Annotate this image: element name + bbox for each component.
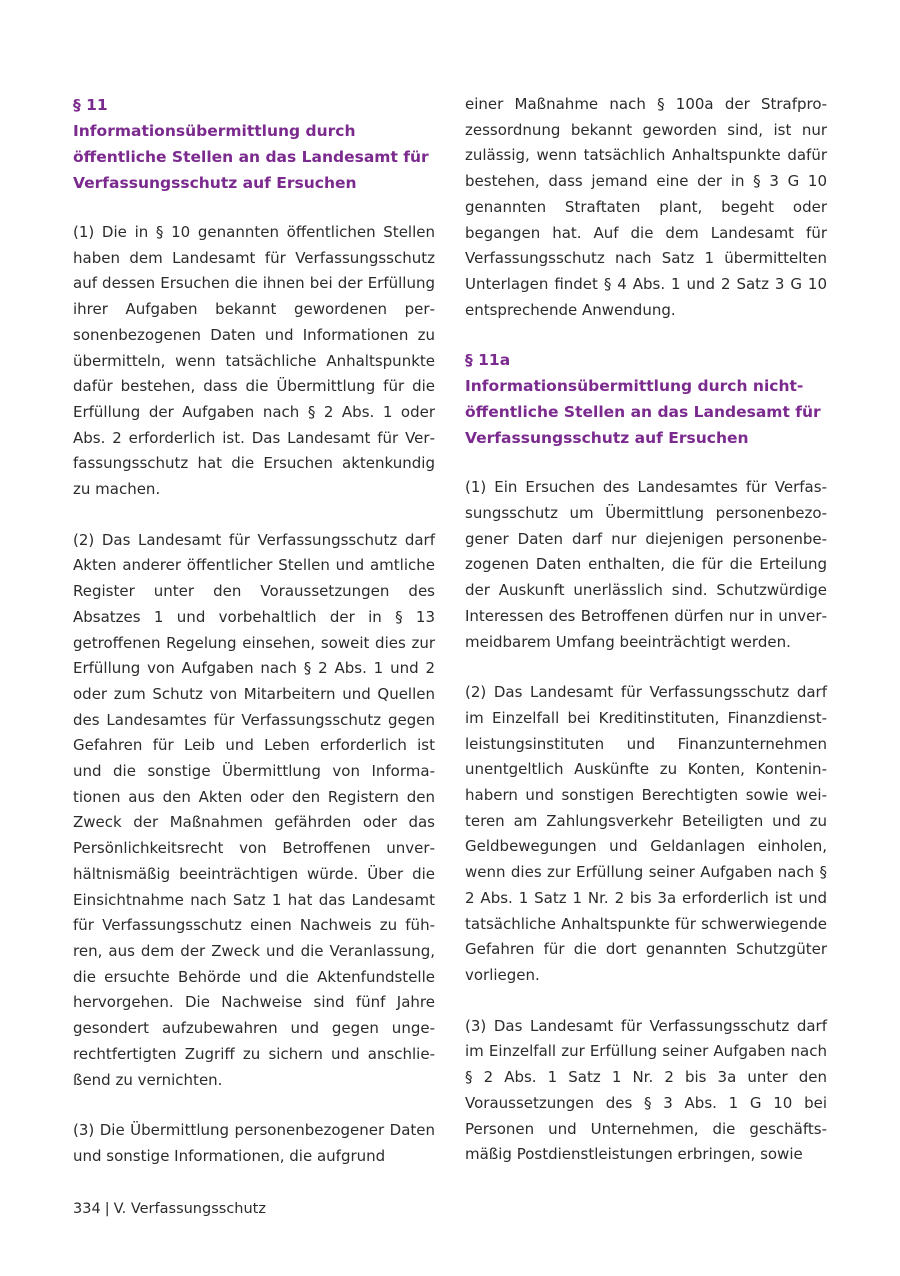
paragraph-3: (3) Das Landesamt für Verfassungsschutz darf im Einzelfall zur Erfüllung seiner Aufgaben nach § 2 Abs. 1 Satz 1 Nr. 2 bis 3a unter den Voraussetzungen des § 3 Abs. 1 G 10 bei Personen und Unternehmen, die geschäftsmäßig Postdienstleistungen erbringen, sowie <box>465 1016 827 1164</box>
right-column <box>465 92 827 1193</box>
paragraph-1: (1) Die in § 10 genannten öffentlichen Stellen haben dem Landesamt für Verfassungsschutz auf dessen Ersuchen die ihnen bei der Erfüllung ihrer Aufgaben bekannt gewordenen personenbezogenen Daten und Informationen zu übermitteln, wenn tatsächliche Anhaltspunkte dafür bestehen, dass die Übermittlung für die Erfüllung der Aufgaben nach § 2 Abs. 1 oder Abs. 2 erforderlich ist. Das Landesamt für Verfassungsschutz hat die Ersuchen aktenkundig zu machen. <box>73 223 435 499</box>
page-number: 334 <box>73 1201 101 1217</box>
paragraph-2: (2) Das Landesamt für Verfassungsschutz darf im Einzelfall bei Kreditinstituten, Finanzdienstleistungsinstituten und Finanzunternehmen unentgeltlich Auskünfte zu Konten, Konteninhabern und sonstigen Berechtigten sowie weiteren am Zahlungsverkehr Beteiligten und zu Geldbewegungen und Geldanlagen einholen, wenn dies zur Erfüllung seiner Aufgaben nach § 2 Abs. 1 Satz 1 Nr. 2 bis 3a erforderlich ist und tatsächliche Anhaltspunkte für schwerwiegende Gefahren für die dort genannten Schutzgüter vorliegen. <box>465 683 827 984</box>
section-title: Informationsübermittlung durch nichtöffentliche Stellen an das Landesamt für Verfassungsschutz auf Ersuchen <box>465 377 821 448</box>
paragraph-2: (2) Das Landesamt für Verfassungsschutz darf Akten anderer öffentlicher Stellen und amtliche Register unter den Voraussetzungen des Absatzes 1 und vorbehaltlich der in § 13 getroffenen Regelung einsehen, soweit dies zur Erfüllung von Aufgaben nach § 2 Abs. 1 und 2 oder zum Schutz von Mitarbeitern und Quellen des Landesamtes für Verfassungsschutz gegen Gefahren für Leib und Leben erforderlich ist und die sonstige Übermittlung von Informationen aus den Akten oder den Registern den Zweck der Maßnahmen gefährden oder das Persönlichkeitsrecht von Betroffenen unverhältnismäßig beeinträchtigen würde. Über die Einsichtnahme nach Satz 1 hat das Landesamt für Verfassungsschutz einen Nachweis zu führen, aus dem der Zweck und die Veranlassung, die ersuchte Behörde und die Aktenfundstelle hervorgehen. Die Nachweise sind fünf Jahre gesondert aufzubewahren und gegen ungerechtfertigten Zugriff zu sichern und anschließend zu vernichten. <box>73 530 435 1089</box>
section-title: Informationsübermittlung durch öffentliche Stellen an das Landesamt für Verfassungsschutz auf Ersuchen <box>73 122 429 192</box>
chapter-title: V. Verfassungsschutz <box>113 1201 266 1217</box>
section-number: § 11a <box>465 351 511 370</box>
left-column <box>73 92 435 1195</box>
paragraph-1: (1) Ein Ersuchen des Landesamtes für Verfassungsschutz um Übermittlung personenbezogener Daten darf nur diejenigen personenbezogenen Daten enthalten, die für die Erteilung der Auskunft unerlässlich sind. Schutzwürdige Interessen des Betroffenen dürfen nur in unvermeidbarem Umfang beeinträchtigt werden. <box>465 478 827 651</box>
paragraph-continuation: einer Maßnahme nach § 100a der Strafprozessordnung bekannt geworden sind, ist nur zulässig, wenn tatsächlich Anhaltspunkte dafür bestehen, dass jemand eine der in § 3 G 10 genannten Straftaten plant, begeht oder begangen hat. Auf die dem Landesamt für Verfassungsschutz nach Satz 1 übermittelten Unterlagen findet § 4 Abs. 1 und 2 Satz 3 G 10 entsprechende Anwendung. <box>465 95 827 319</box>
page-footer <box>73 1199 266 1219</box>
section-number: § 11 <box>73 96 108 114</box>
paragraph-3: (3) Die Übermittlung personenbezogener Daten und sonstige Informationen, die aufgrund <box>73 1121 435 1165</box>
footer-separator: | <box>104 1201 110 1217</box>
